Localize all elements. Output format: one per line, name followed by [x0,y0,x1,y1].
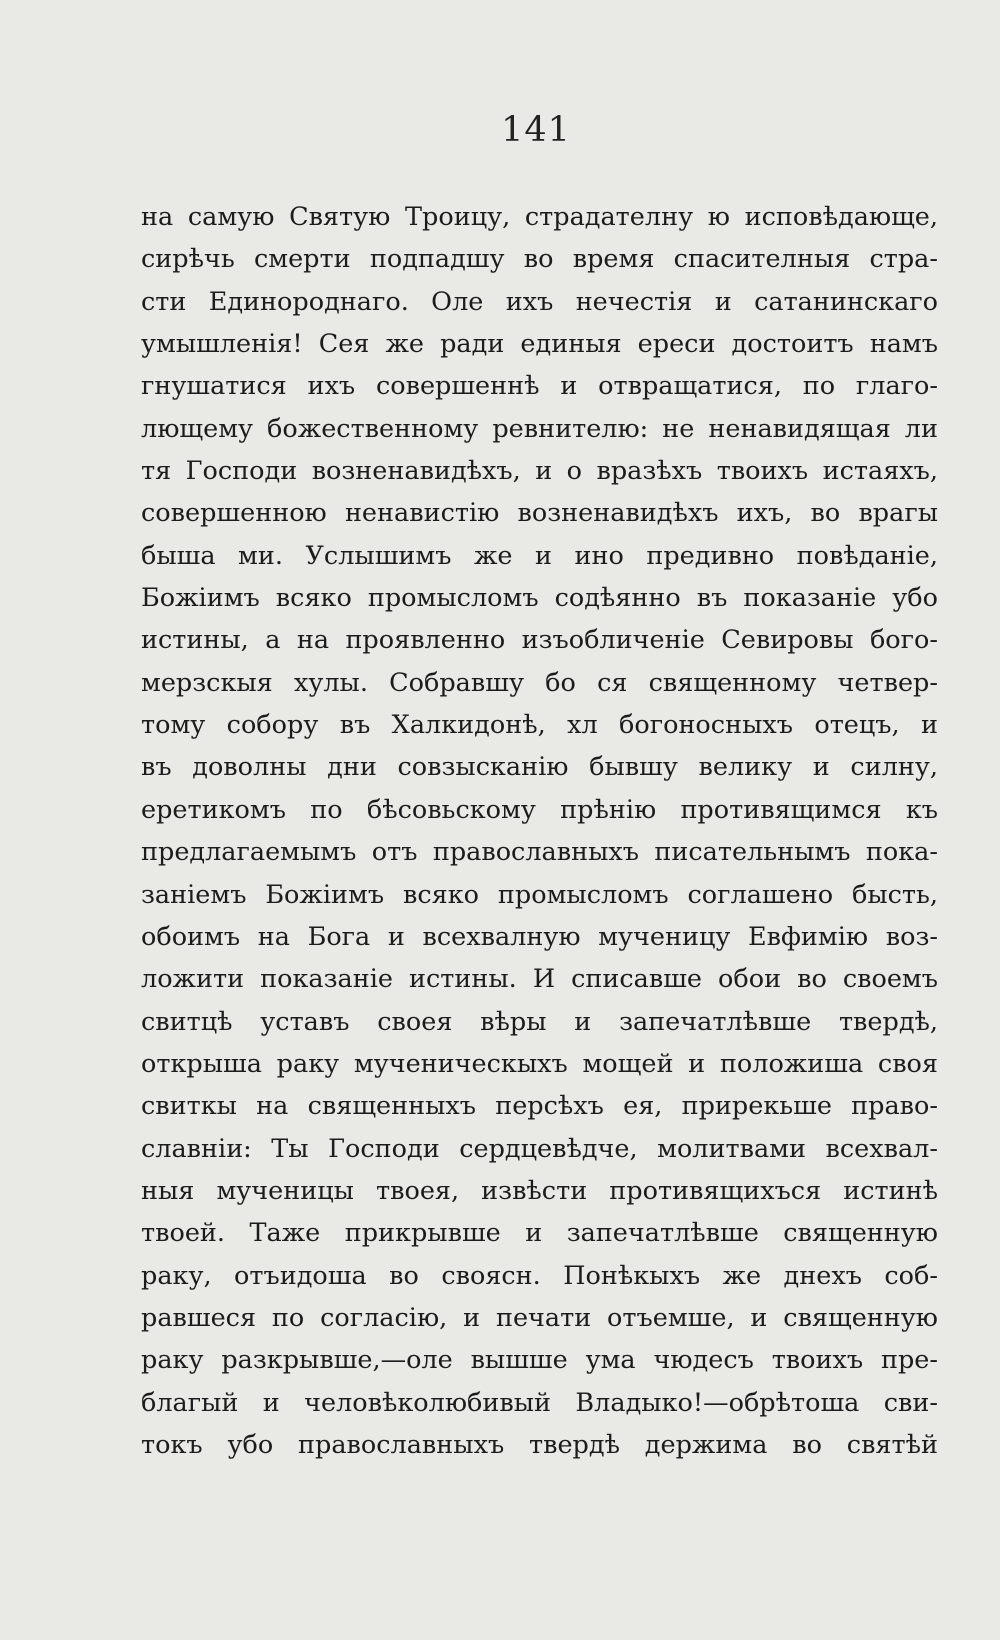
text-line: свиткы на священныхъ персѣхъ ея, прирекьше право- [141,1091,938,1122]
text-line: истины, а на проявленно изъобличеніе Севировы бого- [141,625,938,656]
text-line: ныя мученицы твоея, извѣсти противящихъся истинѣ [141,1175,938,1206]
text-line: мерзскыя хулы. Собравшу бо ся священному четвер- [141,667,938,698]
text-line: предлагаемымъ отъ православныхъ писательнымъ пока- [141,837,938,868]
text-line: умышленія! Сея же ради единыя ереси достоитъ намъ [141,329,938,360]
text-line: раку разкрывше,—оле вышше ума чюдесъ твоихъ пре- [141,1345,938,1376]
text-line: лющему божественному ревнителю: не ненавидящая ли [141,413,938,444]
text-line: открыша раку мученическыхъ мощей и положиша своя [141,1048,938,1079]
text-line: сирѣчь смерти подпадшу во время спасителныя стра- [141,244,938,275]
text-line: свитцѣ уставъ своея вѣры и запечатлѣвше твердѣ, [141,1006,938,1037]
text-line: обоимъ на Бога и всехвалную мученицу Евфимію воз- [141,921,938,952]
text-line: заніемъ Божіимъ всяко промысломъ соглашено бысть, [141,879,938,910]
text-line: твоей. Таже прикрывше и запечатлѣвше священную [141,1218,938,1249]
text-line: въ доволны дни совзысканію бывшу велику и силну, [141,752,938,783]
text-line: токъ убо православныхъ твердѣ держима во святѣй [141,1429,938,1460]
text-line: равшеся по согласію, и печати отъемше, и священную [141,1302,938,1333]
text-line: Божіимъ всяко промысломъ содѣянно въ показаніе убо [141,583,938,614]
text-line: раку, отъидоша во своясн. Понѣкыхъ же днехъ соб- [141,1260,938,1291]
text-line: тя Господи возненавидѣхъ, и о вразѣхъ твоихъ истаяхъ, [141,456,938,487]
text-line: сти Единороднаго. Оле ихъ нечестія и сатанинскаго [141,286,938,317]
text-line: совершенною ненавистію возненавидѣхъ ихъ, во врагы [141,498,938,529]
text-line: на самую Святую Троицу, страдателну ю исповѣдающе, [141,202,938,232]
text-line: ложити показаніе истины. И списавше обои во своемъ [141,964,938,995]
text-line: тому собору въ Халкидонѣ, хл богоносныхъ отецъ, и [141,710,938,741]
text-line: славніи: Ты Господи сердцевѣдче, молитвами всехвал- [141,1133,938,1164]
text-line: благый и человѣколюбивый Владыко!—обрѣтоша сви- [141,1387,938,1418]
text-line: быша ми. Услышимъ же и ино предивно повѣданіе, [141,540,938,571]
text-line: еретикомъ по бѣсовьскому прѣнію противящимся къ [141,794,938,825]
body-text [141,196,938,1466]
text-line: гнушатися ихъ совершеннѣ и отвращатися, по глаго- [141,371,938,402]
page-number: 141 [501,110,571,150]
